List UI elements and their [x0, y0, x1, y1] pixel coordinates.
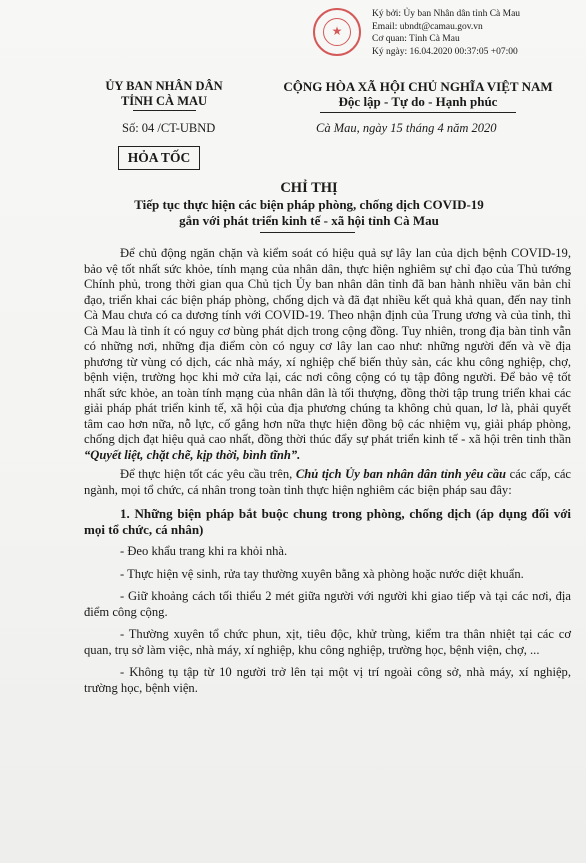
section-heading-1: 1. Những biện pháp bắt buộc chung trong phòng, chống dịch (áp dụng đối với mọi tổ chức, cá nhân)	[84, 506, 571, 537]
issue-date: Cà Mau, ngày 15 tháng 4 năm 2020	[316, 121, 497, 135]
list-item: - Không tụ tập từ 10 người trở lên tại một vị trí ngoài công sở, nhà máy, xí nghiệp, trường học, bệnh viện.	[84, 665, 571, 695]
document-type: CHỈ THỊ	[280, 180, 338, 196]
issuing-agency	[105, 79, 223, 109]
signature-agency: Cơ quan: Tỉnh Cà Mau	[372, 34, 460, 44]
digital-seal-icon	[313, 8, 361, 56]
seal-star-icon: ★	[331, 24, 343, 38]
list-item: - Thường xuyên tổ chức phun, xịt, tiêu độc, khử trùng, kiểm tra thân nhiệt tại các cơ quan, trụ sở làm việc, nhà máy, xí nghiệp, khu công nghiệp, trường học, bệnh viện, chợ, ...	[84, 627, 571, 657]
signature-email: Email: ubndt@camau.gov.vn	[372, 21, 483, 32]
request-lead: Để thực hiện tốt các yêu cầu trên,	[120, 467, 296, 481]
agency-line-1: ỦY BAN NHÂN DÂN	[105, 79, 223, 93]
seal-inner-ring	[323, 18, 351, 46]
paragraph-intro	[84, 246, 571, 463]
intro-text: Để chủ động ngăn chặn và kiểm soát có hiệu quả sự lây lan của dịch bệnh COVID-19, bảo vệ tốt nhất sức khỏe, tính mạng của nhân dân, thực hiện nghiêm sự chỉ đạo của Thủ tướng Chính phủ, trong thời gian qua Chủ tịch Ủy ban nhân dân tỉnh đã ban hành nhiều văn bản chỉ đạo, triển khai các biện pháp phòng, chống dịch và đã đạt nhiều kết quả khả quan, đến nay tỉnh Cà Mau chưa có ca dương tính với COVID-19. Theo nhận định của Trung ương và của tỉnh, thì Cà Mau là tỉnh ít có nguy cơ bùng phát dịch trong cộng đồng. Tuy nhiên, trong địa bàn tỉnh vẫn có những nơi, những địa điểm còn có nguy cơ lây lan cao như: những người đến và về địa phương từ vùng có dịch, các nhà máy, xí nghiệp chế biến thủy sản, các khu công nghiệp, chợ, bệnh viện, trường học khi mở cửa lại, các nơi công cộng có tụ tập đông người. Để bảo vệ tốt nhất sức khỏe, an toàn tính mạng của nhân dân là tối thượng, đồng thời tập trung triển khai các giải pháp phát triển kinh tế, xã hội của địa phương chúng ta không chủ quan, lơ là, phải quyết tâm cao hơn nữa, nỗ lực, cố gắng hơn nữa thực hiện đồng bộ các nhiệm vụ, giải pháp phòng, chống dịch đạt hiệu quả cao nhất, đồng thời thúc đẩy sự phát triển kinh tế - xã hội trên tinh thần	[84, 246, 571, 446]
subject-line-2: gắn với phát triển kinh tế - xã hội tỉnh Cà Mau	[179, 213, 439, 228]
signature-signed-by: Ký bởi: Ủy ban Nhân dân tỉnh Cà Mau	[372, 9, 521, 19]
signature-time: Ký ngày: 16.04.2020 00:37:05 +07:00	[372, 46, 518, 57]
subject-line-1: Tiếp tục thực hiện các biện pháp phòng, chống dịch COVID-19	[134, 197, 484, 212]
document-title	[60, 180, 558, 229]
national-motto: Độc lập - Tự do - Hạnh phúc	[338, 94, 498, 109]
request-rest: các cấp, các ngành, mọi tổ chức, cá nhân trong toàn tỉnh thực hiện nghiêm các biện pháp sau đây:	[84, 467, 571, 497]
agency-line-2: TỈNH CÀ MAU	[120, 94, 208, 108]
list-item: - Đeo khẩu trang khi ra khỏi nhà.	[120, 544, 288, 558]
document-body	[84, 246, 571, 696]
digital-signature-block	[372, 8, 520, 58]
agency-underline	[133, 110, 196, 111]
nation-name: CỘNG HÒA XÃ HỘI CHỦ NGHĨA VIỆT NAM	[283, 79, 553, 94]
document-number: Số: 04 /CT-UBND	[122, 121, 216, 135]
intro-quote: “Quyết liệt, chặt chẽ, kịp thời, bình tĩnh”.	[84, 447, 301, 462]
list-item: - Giữ khoảng cách tối thiểu 2 mét giữa người với người khi giao tiếp và tại các nơi, địa điểm công cộng.	[84, 589, 571, 619]
request-emphasis: Chủ tịch Ủy ban nhân dân tỉnh yêu cầu	[295, 467, 507, 481]
national-heading	[270, 79, 566, 109]
list-item: - Thực hiện vệ sinh, rửa tay thường xuyên bằng xà phòng hoặc nước diệt khuẩn.	[120, 566, 524, 581]
title-underline	[260, 232, 355, 233]
motto-underline	[320, 112, 516, 113]
paragraph-request	[84, 467, 571, 498]
urgent-badge: HỎA TỐC	[118, 146, 200, 170]
